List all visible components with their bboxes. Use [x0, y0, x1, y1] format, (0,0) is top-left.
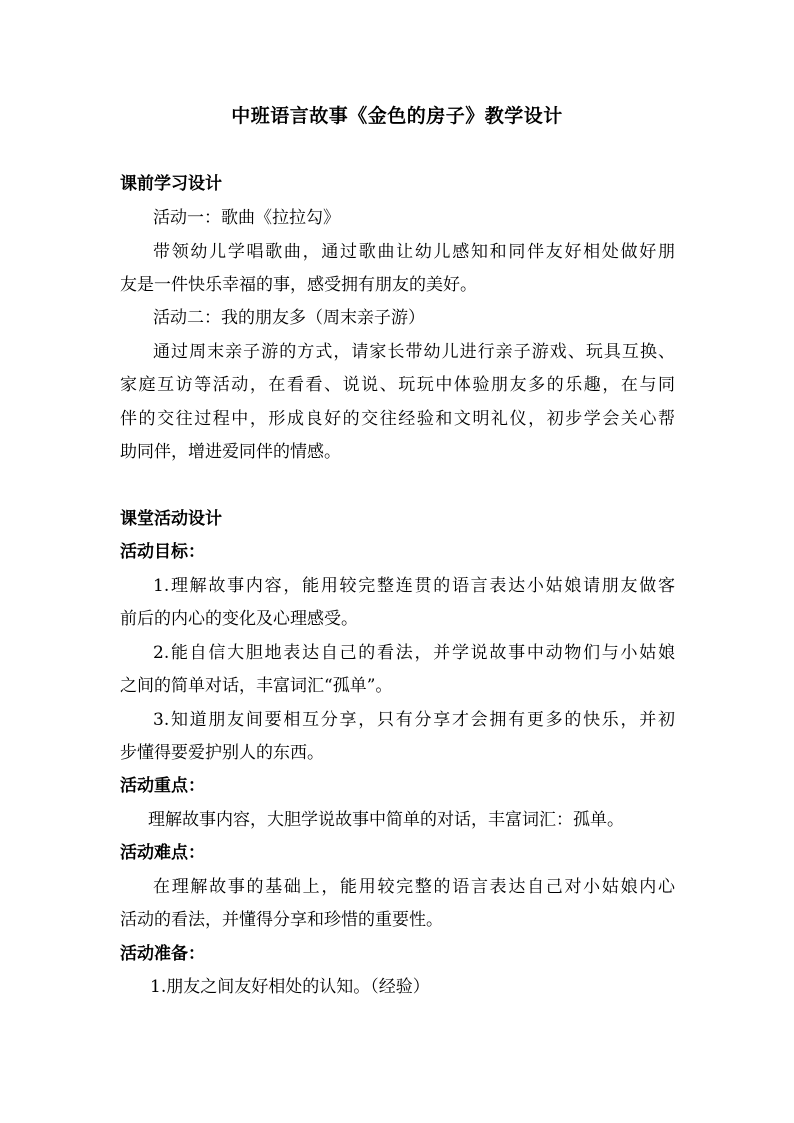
in-class-heading: 课堂活动设计	[120, 509, 222, 529]
goal-line: 2.能自信大胆地表达自己的看法，并学说故事中动物们与小姑娘	[153, 643, 675, 663]
goal-line: 步懂得要爱护别人的东西。	[120, 743, 324, 763]
goal-line: 前后的内心的变化及心理感受。	[120, 609, 358, 629]
activity2-text-line: 通过周末亲子游的方式，请家长带幼儿进行亲子游戏、玩具互换、	[153, 342, 675, 362]
activity2-text-line: 伴的交往过程中，形成良好的交往经验和文明礼仪，初步学会关心帮	[120, 409, 675, 429]
difficulty-line: 在理解故事的基础上，能用较完整的语言表达自己对小姑娘内心	[153, 877, 675, 897]
key-point-heading: 活动重点：	[120, 776, 205, 796]
difficulty-heading: 活动难点：	[120, 843, 205, 863]
preparation-heading: 活动准备：	[120, 944, 205, 964]
activity2-title: 活动二：我的朋友多（周末亲子游）	[153, 308, 425, 328]
key-point-text: 理解故事内容，大胆学说故事中简单的对话，丰富词汇：孤单。	[148, 810, 624, 830]
goal-line: 之间的简单对话，丰富词汇“孤单”。	[120, 676, 393, 696]
activity2-text-line: 助同伴，增进爱同伴的情感。	[120, 442, 341, 462]
pre-class-heading: 课前学习设计	[120, 174, 222, 194]
preparation-item: 1.朋友之间友好相处的认知。（经验）	[150, 977, 430, 997]
activity2-text-line: 家庭互访等活动，在看看、说说、玩玩中体验朋友多的乐趣，在与同	[120, 375, 675, 395]
activity1-text-line: 友是一件快乐幸福的事，感受拥有朋友的美好。	[120, 275, 477, 295]
activity1-text-line: 带领幼儿学唱歌曲，通过歌曲让幼儿感知和同伴友好相处做好朋	[153, 242, 675, 262]
goals-heading: 活动目标：	[120, 542, 205, 562]
document-title: 中班语言故事《金色的房子》教学设计	[231, 105, 563, 127]
goal-line: 3.知道朋友间要相互分享，只有分享才会拥有更多的快乐，并初	[153, 710, 675, 730]
activity1-title: 活动一：歌曲《拉拉勾》	[153, 208, 340, 228]
difficulty-line: 活动的看法，并懂得分享和珍惜的重要性。	[120, 910, 443, 930]
goal-line: 1.理解故事内容，能用较完整连贯的语言表达小姑娘请朋友做客	[153, 576, 675, 596]
